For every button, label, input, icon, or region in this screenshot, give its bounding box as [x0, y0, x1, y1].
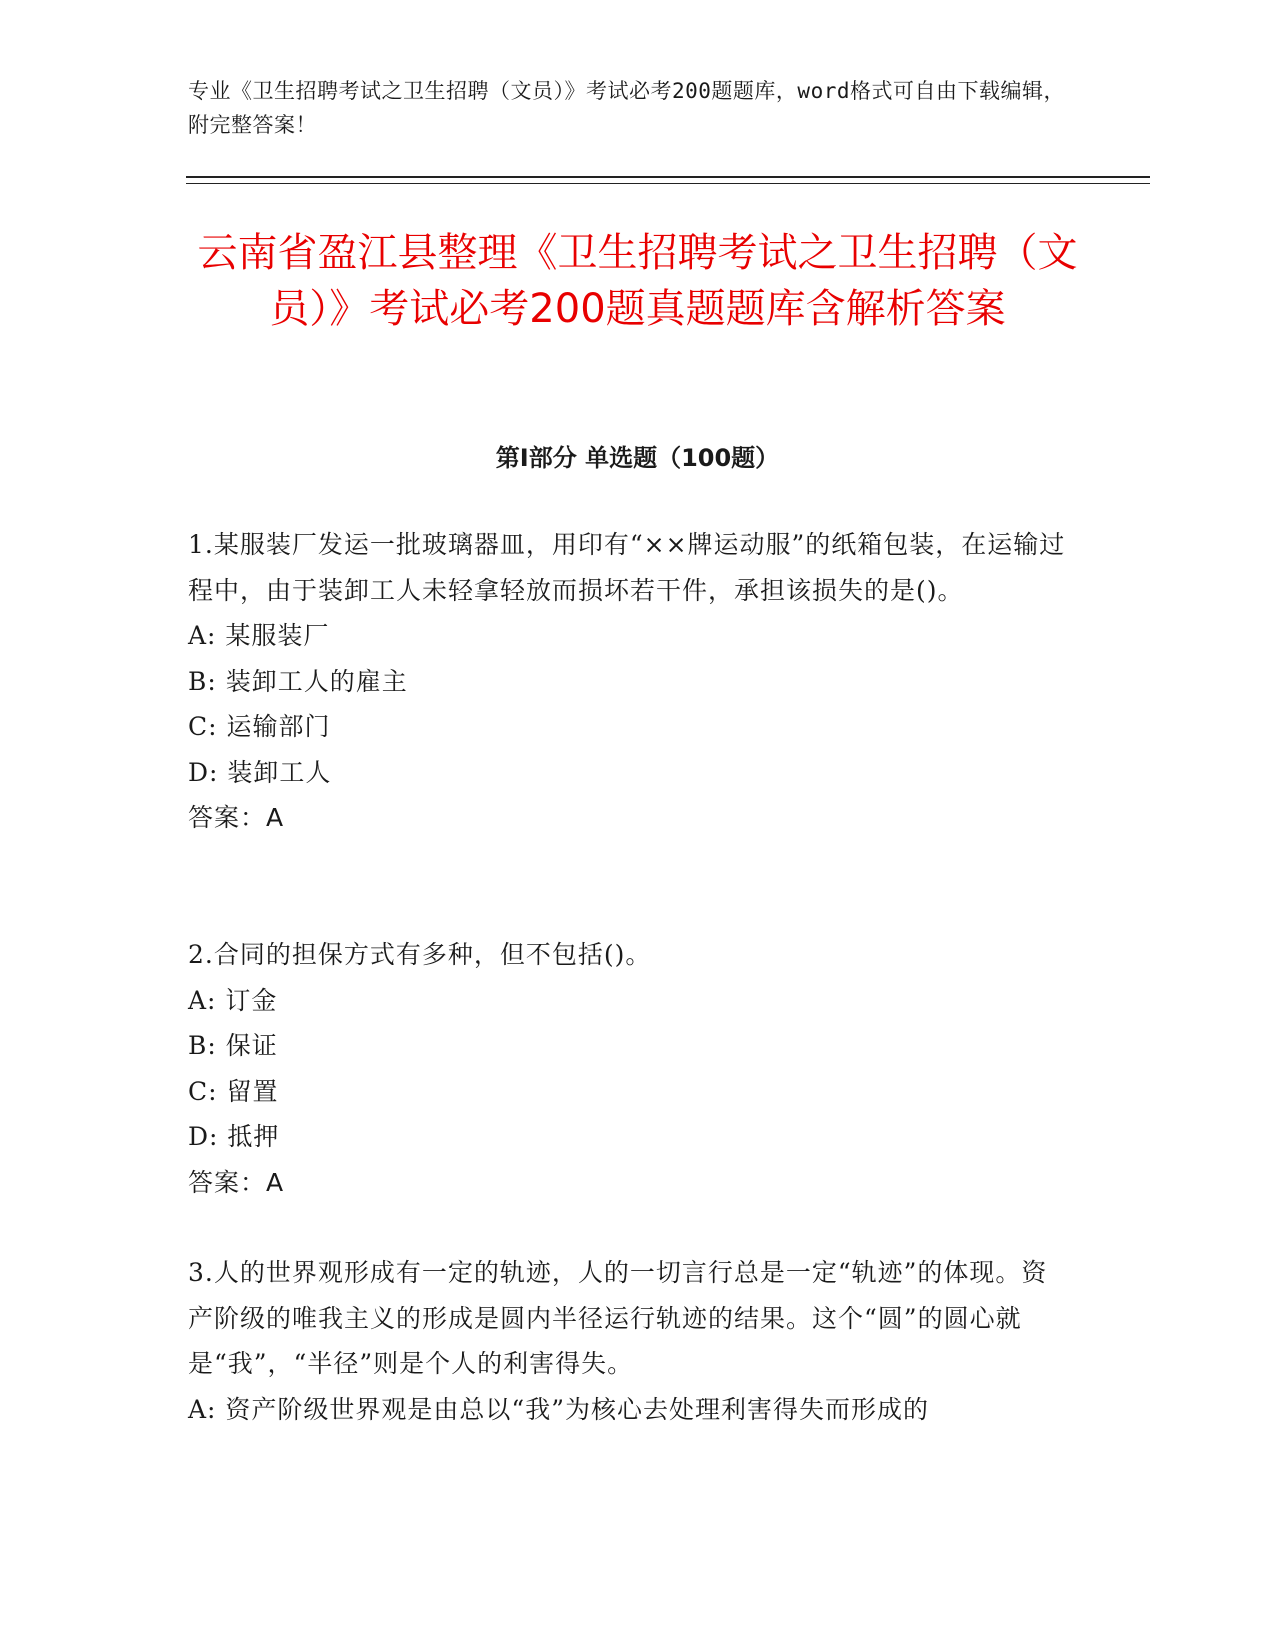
question-stem: 1.某服装厂发运一批玻璃器皿，用印有“××牌运动服”的纸箱包装，在运输过程中，由于装卸工人未轻拿轻放而损坏若干件，承担该损失的是()。 [188, 530, 1066, 605]
header-rule-thin [186, 183, 1150, 184]
answer-line: 答案：A [188, 1167, 285, 1197]
option-c: C: 留置 [188, 1076, 279, 1106]
option-b: B: 保证 [188, 1031, 278, 1060]
answer-line: 答案：A [188, 803, 285, 832]
header-note: 专业《卫生招聘考试之卫生招聘（文员）》考试必考200题题库，word格式可自由下载编辑，附完整答案！ [188, 79, 1065, 137]
option-c: C: 运输部门 [188, 712, 331, 741]
question-1 [188, 522, 1068, 841]
option-a: A: 订金 [188, 985, 278, 1015]
document-title: 云南省盈江县整理《卫生招聘考试之卫生招聘（文员）》考试必考200题真题题库含解析答案 [197, 230, 1078, 332]
question-stem: 2.合同的担保方式有多种，但不包括()。 [188, 940, 652, 969]
option-d: D: 抵押 [188, 1122, 280, 1151]
question-3 [188, 1250, 1068, 1432]
section-title: 第I部分 单选题（100题） [495, 444, 780, 472]
header-rule-thick [186, 176, 1150, 178]
option-d: D: 装卸工人 [188, 757, 332, 787]
question-stem: 3.人的世界观形成有一定的轨迹，人的一切言行总是一定“轨迹”的体现。资产阶级的唯我主义的形成是圆内半径运行轨迹的结果。这个“圆”的圆心就是“我”，“半径”则是个人的利害得失。 [188, 1258, 1048, 1378]
option-a: A: 某服装厂 [188, 621, 330, 650]
option-b: B: 装卸工人的雇主 [188, 666, 408, 696]
option-a: A: 资产阶级世界观是由总以“我”为核心去处理利害得失而形成的 [188, 1394, 929, 1424]
question-2 [188, 932, 1068, 1205]
